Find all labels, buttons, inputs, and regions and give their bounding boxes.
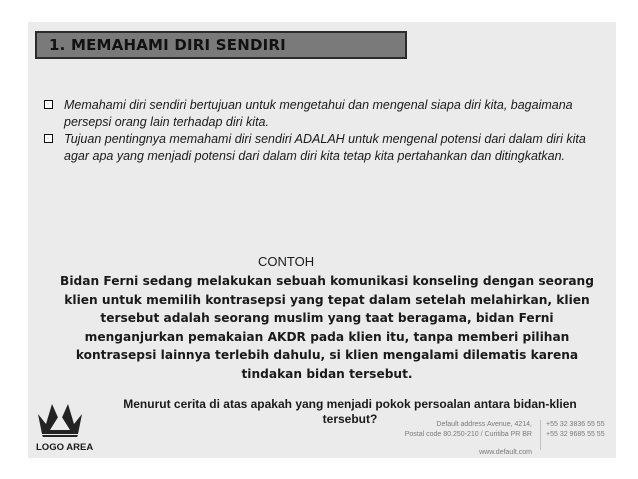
slide-background <box>28 22 616 458</box>
example-story: Bidan Ferni sedang melakukan sebuah komunikasi konseling dengan seorang klien untuk memilih kontrasepsi yang tepat dalam setelah melahirkan, klien tersebut adalah seorang muslim yang taat beragama, bidan Ferni menganjurkan pemakaian AKDR pada klien itu, tanpa memberi pilihan kontrasepsi lainnya terlebih dahulu, si klien mengalami dilematis karena tindakan bidan tersebut. <box>60 274 594 381</box>
bullet-text: Tujuan pentingnya memahami diri sendiri ADALAH untuk mengenal potensi dari dalam diri kita agar apa yang menjadi potensi dari dalam diri kita tetap kita pertahankan dan ditingkatkan. <box>64 132 586 163</box>
logo-area-label: LOGO AREA <box>36 442 94 453</box>
footer-address <box>380 420 532 458</box>
address-line: Postal code 80.250-210 / Curitiba PR BR <box>404 431 532 438</box>
bullet-text: Memahami diri sendiri bertujuan untuk mengetahui dan mengenal siapa diri kita, bagaimana persepsi orang lain terhadap diri kita. <box>64 98 573 129</box>
question-text: Menurut cerita di atas apakah yang menjadi pokok persoalan antara bidan-klien tersebut? <box>123 397 577 426</box>
phone-number: +55 32 9685 55 55 <box>546 431 605 438</box>
footer-phones <box>546 420 605 440</box>
example-heading: CONTOH <box>258 254 315 269</box>
square-bullet-icon <box>44 100 53 109</box>
title-bar <box>35 31 407 59</box>
footer-divider <box>540 420 541 450</box>
crown-logo-icon <box>36 400 84 438</box>
address-line: Default address Avenue, 4214, <box>436 421 532 428</box>
bullet-item <box>42 97 602 131</box>
slide-title: 1. MEMAHAMI DIRI SENDIRI <box>49 36 286 54</box>
bullet-item <box>42 131 602 165</box>
phone-number: +55 32 3836 55 55 <box>546 421 605 428</box>
square-bullet-icon <box>44 134 53 143</box>
bullet-list <box>42 97 602 165</box>
website-link[interactable]: www.default.com <box>479 449 532 456</box>
